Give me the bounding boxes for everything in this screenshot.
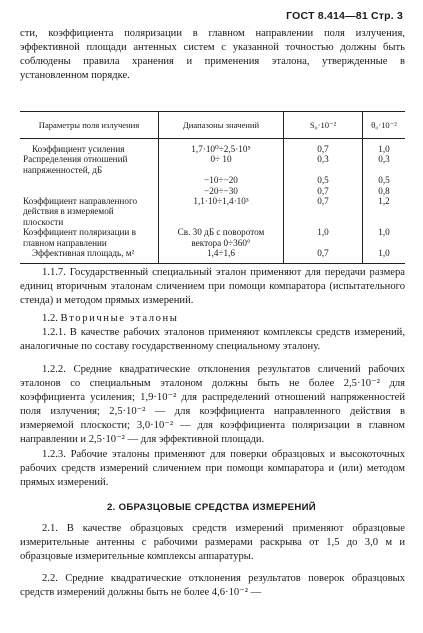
cell-s0: 0,7 xyxy=(284,139,363,155)
paragraph-1-2-2: 1.2.2. Средние квадратические отклонения результатов сличений рабочих эталонов со специальным эталоном должны быть не более 2,5·10⁻² для коэффициента усиления; 1,9·10⁻² для распределений отношений напряженностей поля излучения; 2,5·10⁻² — для коэффициента направленного действия в измеряемой плоскости; 3,0·10⁻² — для коэффициента поляризации в главном направлении и 2,5·10⁻² — для эффективной площади. xyxy=(20,364,405,445)
table-row xyxy=(20,248,405,264)
cell-param: Распределения отношений напряженностей, дБ xyxy=(23,154,128,175)
cell-param xyxy=(20,175,159,185)
subsection-number: 1.2. xyxy=(42,313,58,324)
cell-param: Эффективная площадь, м² xyxy=(20,248,159,264)
table-row xyxy=(20,196,405,227)
intro-paragraph: сти, коэффициента поляризации в главном направлении поля излучения, эффективной площади антенных систем с указанной точностью должны быть соблюдены правила хранения и применения эталона, утвержденные в установленном порядке. xyxy=(20,28,405,81)
cell-param: Коэффициент направленного действия в измеряемой плоскости xyxy=(23,196,138,227)
cell-param xyxy=(20,186,159,196)
cell-theta0: 1,2 xyxy=(363,196,406,227)
table-header-row xyxy=(20,112,405,139)
col-header-theta0: θ₀·10⁻² xyxy=(363,112,406,139)
table-row xyxy=(20,139,405,155)
subsection-1-2 xyxy=(20,312,405,326)
cell-s0: 0,7 xyxy=(284,196,363,227)
cell-theta0: 0,8 xyxy=(363,186,406,196)
cell-range: 1,7·10⁰÷2,5·10⁵ xyxy=(159,139,284,155)
cell-theta0: 1,0 xyxy=(363,248,406,264)
table-row xyxy=(20,186,405,196)
cell-theta0: 1,0 xyxy=(363,227,406,248)
cell-s0: 0,5 xyxy=(284,175,363,185)
parameters-table xyxy=(20,111,405,264)
cell-s0: 0,7 xyxy=(284,186,363,196)
page-header: ГОСТ 8.414—81 Стр. 3 xyxy=(286,10,403,22)
cell-s0: 1,0 xyxy=(284,227,363,248)
cell-theta0: 0,5 xyxy=(363,175,406,185)
table-row xyxy=(20,227,405,248)
table-row xyxy=(20,175,405,185)
paragraph-2-1: 2.1. В качестве образцовых средств измерений применяют образцовые измерительные антенны с рабочими размерами раскрыва от 1,5 до 3,0 м и образцовые измерительные комплексы аппаратуры. xyxy=(20,523,405,562)
cell-range: −10÷−20 xyxy=(159,175,284,185)
paragraph-1-2-3: 1.2.3. Рабочие эталоны применяют для поверки образцовых и высокоточных рабочих средств измерений сличением при помощи компаратора и (или) методом прямых измерений. xyxy=(20,449,405,488)
cell-theta0: 0,3 xyxy=(363,154,406,175)
subsection-title: Вторичные эталоны xyxy=(60,313,179,324)
cell-theta0: 1,0 xyxy=(363,139,406,155)
col-header-range: Диапазоны значений xyxy=(159,112,284,139)
col-header-param: Параметры поля излучения xyxy=(20,112,159,139)
paragraph-1-2-1: 1.2.1. В качестве рабочих эталонов применяют комплексы средств измерений, аналогичные по составу государственному специальному эталону. xyxy=(20,327,405,352)
col-header-s0: S₀·10⁻² xyxy=(284,112,363,139)
cell-param: Коэффициент усиления xyxy=(32,144,125,154)
cell-s0: 0,3 xyxy=(284,154,363,175)
cell-range: 1,1·10÷1,4·10³ xyxy=(159,196,284,227)
cell-range: 0÷ 10 xyxy=(159,154,284,175)
cell-range: Св. 30 дБ с поворотом вектора 0÷360° xyxy=(159,227,284,248)
paragraph-1-1-7: 1.1.7. Государственный специальный эталон применяют для передачи размера единиц вторичным эталонам сличением при помощи компаратора (испытательного стенда) и методом прямых измерений. xyxy=(20,267,405,306)
table-row xyxy=(20,154,405,175)
cell-range: 1,4÷1,6 xyxy=(159,248,284,264)
cell-param: Коэффициент поляризации в главном направлении xyxy=(23,227,136,248)
section-2-title: 2. ОБРАЗЦОВЫЕ СРЕДСТВА ИЗМЕРЕНИЙ xyxy=(107,502,316,513)
cell-s0: 0,7 xyxy=(284,248,363,264)
paragraph-2-2: 2.2. Средние квадратические отклонения результатов поверок образцовых средств измерений должны быть не более 4,6·10⁻² — xyxy=(20,573,405,598)
cell-range: −20÷−30 xyxy=(159,186,284,196)
